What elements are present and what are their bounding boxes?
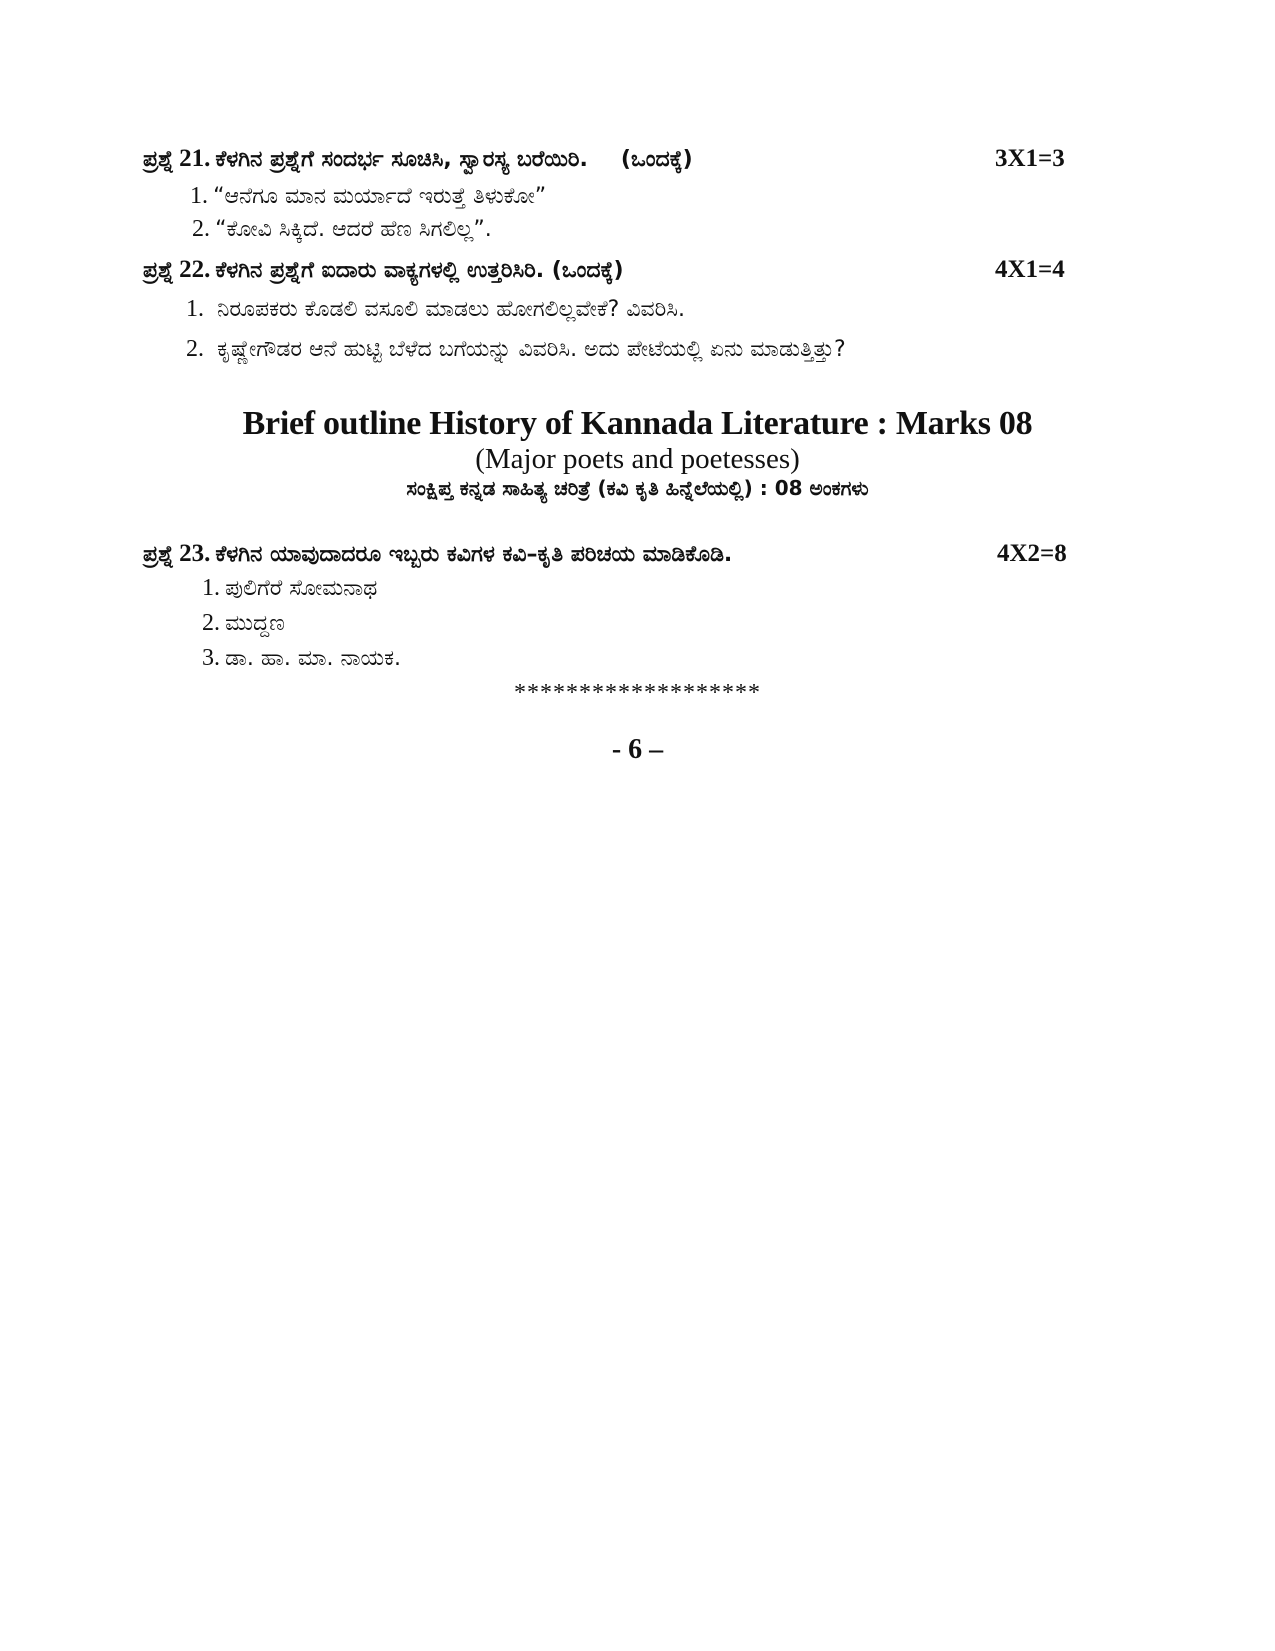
question-note: (ಒಂದಕ್ಕೆ)	[620, 147, 693, 172]
item-number: 1.	[202, 575, 220, 601]
item-number: 3.	[202, 645, 220, 671]
question-21-item-1	[190, 183, 546, 210]
item-number: 1.	[190, 183, 208, 209]
item-text: ಮುದ್ದಣ	[225, 611, 285, 636]
item-text: “ಕೋವಿ ಸಿಕ್ಕಿದೆ. ಆದರೆ ಹೆಣ ಸಿಗಲಿಲ್ಲ”.	[215, 217, 492, 242]
question-23-item-2	[202, 610, 285, 637]
item-number: 2.	[186, 336, 204, 362]
question-number: 22.	[179, 256, 211, 283]
question-21-item-2	[192, 216, 492, 243]
question-23-item-3	[202, 645, 401, 672]
question-label: ಪ್ರಶ್ನೆ	[143, 258, 174, 283]
question-number: 21.	[179, 145, 211, 172]
page-number: - 6 –	[611, 734, 664, 765]
question-22-header	[143, 256, 624, 284]
section-subtitle: (Major poets and poetesses)	[475, 443, 800, 475]
question-text: ಕೆಳಗಿನ ಯಾವುದಾದರೂ ಇಬ್ಬರು ಕವಿಗಳ ಕವಿ–ಕೃತಿ ಪರಿಚಯ ಮಾಡಿಕೊಡಿ.	[215, 542, 733, 567]
item-text: ನಿರೂಪಕರು ಕೊಡಲಿ ವಸೂಲಿ ಮಾಡಲು ಹೋಗಲಿಲ್ಲವೇಕೆ? ವಿವರಿಸಿ.	[217, 297, 685, 322]
item-text: ಪುಲಿಗೆರೆ ಸೋಮನಾಥ	[225, 576, 378, 601]
question-label: ಪ್ರಶ್ನೆ	[143, 542, 174, 567]
question-23-item-1	[202, 575, 377, 602]
divider-stars: *******************	[514, 680, 761, 706]
question-22-marks: 4X1=4	[995, 256, 1065, 283]
item-text: ಕೃಷ್ಣೇಗೌಡರ ಆನೆ ಹುಟ್ಟಿ ಬೆಳೆದ ಬಗೆಯನ್ನು ವಿವರಿಸಿ. ಅದು ಪೇಟೆಯಲ್ಲಿ ಏನು ಮಾಡುತ್ತಿತ್ತು?	[217, 337, 846, 362]
question-21-header	[143, 145, 693, 173]
question-number: 23.	[179, 540, 211, 567]
item-number: 2.	[202, 610, 220, 636]
section-title: Brief outline History of Kannada Literature : Marks 08	[242, 405, 1033, 442]
question-23-marks: 4X2=8	[997, 540, 1067, 567]
question-23-header	[143, 540, 732, 568]
question-label: ಪ್ರಶ್ನೆ	[143, 147, 174, 172]
question-21-marks: 3X1=3	[995, 145, 1065, 172]
question-22-item-1	[186, 296, 685, 323]
section-kannada-title: ಸಂಕ್ಷಿಪ್ತ ಕನ್ನಡ ಸಾಹಿತ್ಯ ಚರಿತ್ರೆ (ಕವಿ ಕೃತಿ ಹಿನ್ನೆಲೆಯಲ್ಲಿ) : 08 ಅಂಕಗಳು	[406, 476, 869, 500]
question-22-item-2	[186, 336, 846, 363]
question-text: ಕೆಳಗಿನ ಪ್ರಶ್ನೆಗೆ ಸಂದರ್ಭ ಸೂಚಿಸಿ, ಸ್ವಾರಸ್ಯ ಬರೆಯಿರಿ.	[215, 147, 588, 172]
item-number: 1.	[186, 296, 204, 322]
item-text: “ಆನೆಗೂ ಮಾನ ಮರ್ಯಾದೆ ಇರುತ್ತೆ ತಿಳುಕೋ”	[213, 184, 547, 209]
question-text: ಕೆಳಗಿನ ಪ್ರಶ್ನೆಗೆ ಐದಾರು ವಾಕ್ಯಗಳಲ್ಲಿ ಉತ್ತರಿಸಿರಿ. (ಒಂದಕ್ಕೆ)	[215, 258, 624, 283]
item-text: ಡಾ. ಹಾ. ಮಾ. ನಾಯಕ.	[225, 646, 401, 671]
item-number: 2.	[192, 216, 210, 242]
